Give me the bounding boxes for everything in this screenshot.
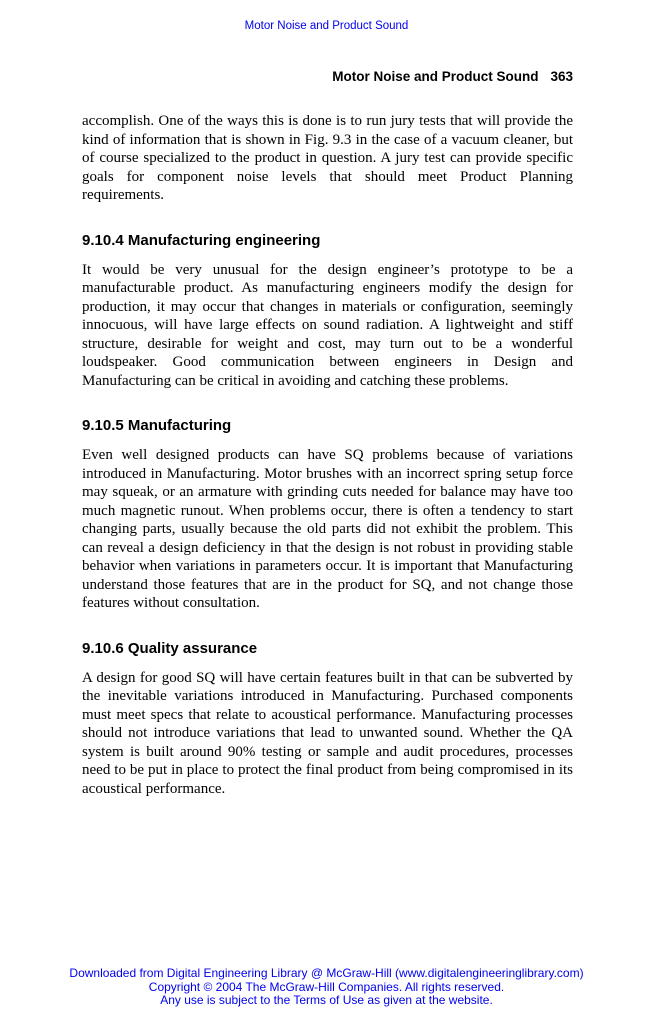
- page-number: 363: [550, 69, 573, 84]
- section-heading-manufacturing: 9.10.5 Manufacturing: [82, 417, 232, 434]
- section-heading-manufacturing-engineering: 9.10.4 Manufacturing engineering: [82, 231, 321, 249]
- page-header: [82, 69, 573, 84]
- section-paragraph-manufacturing-engineering: It would be very unusual for the design engineer’s prototype to be a manufacturable product. As manufacturing engineers modify the design for production, it may occur that changes in materials or configuration, seemingly innocuous, will have large effects on sound radiation. A lightweight and stiff structure, desirable for weight and cost, may turn out to be a wonderful loudspeaker. Good communication between engineers in Design and Manufacturing can be critical in avoiding and catching these problems.: [82, 261, 573, 389]
- footer-download-line: Downloaded from Digital Engineering Library @ McGraw-Hill (www.digitalengineeringlibrary.com): [69, 966, 584, 980]
- page-footer: [0, 967, 653, 1008]
- running-head-link: Motor Noise and Product Sound: [244, 20, 409, 32]
- footer-terms-line: Any use is subject to the Terms of Use as given at the website.: [160, 993, 493, 1007]
- page-header-title: Motor Noise and Product Sound: [332, 69, 539, 84]
- section-heading-quality-assurance: 9.10.6 Quality assurance: [82, 639, 258, 657]
- section-paragraph-quality-assurance: A design for good SQ will have certain features built in that can be subverted by the inevitable variations introduced in Manufacturing. Purchased components must meet specs that relate to acoustical performance. Manufacturing processes should not introduce variations that lead to unwanted sound. Whether the QA system is built around 90% testing or sample and audit procedures, processes need to be put in place to protect the final product from being compromised in its acoustical performance.: [82, 669, 573, 797]
- intro-paragraph: accomplish. One of the ways this is done is to run jury tests that will provide the kind of information that is shown in Fig. 9.3 in the case of a vacuum cleaner, but of course specialized to the product in question. A jury test can provide specific goals for component noise levels that should meet Product Planning requirements.: [82, 113, 573, 203]
- section-paragraph-manufacturing: Even well designed products can have SQ problems because of variations introduced in Manufacturing. Motor brushes with an incorrect spring setup force may squeak, or an armature with grinding cuts needed for balance may have too much magnetic runout. When problems occur, there is often a tendency to start changing parts, usually because the old parts did not exhibit the problem. This can reveal a design deficiency in that the design is not robust in providing stable behavior when variations in parameters occur. It is important that Manufacturing understand those features that are in the product for SQ, and not change those features without consultation.: [82, 447, 573, 611]
- page-content: [82, 112, 573, 798]
- footer-copyright-line: Copyright © 2004 The McGraw-Hill Companies. All rights reserved.: [148, 979, 505, 994]
